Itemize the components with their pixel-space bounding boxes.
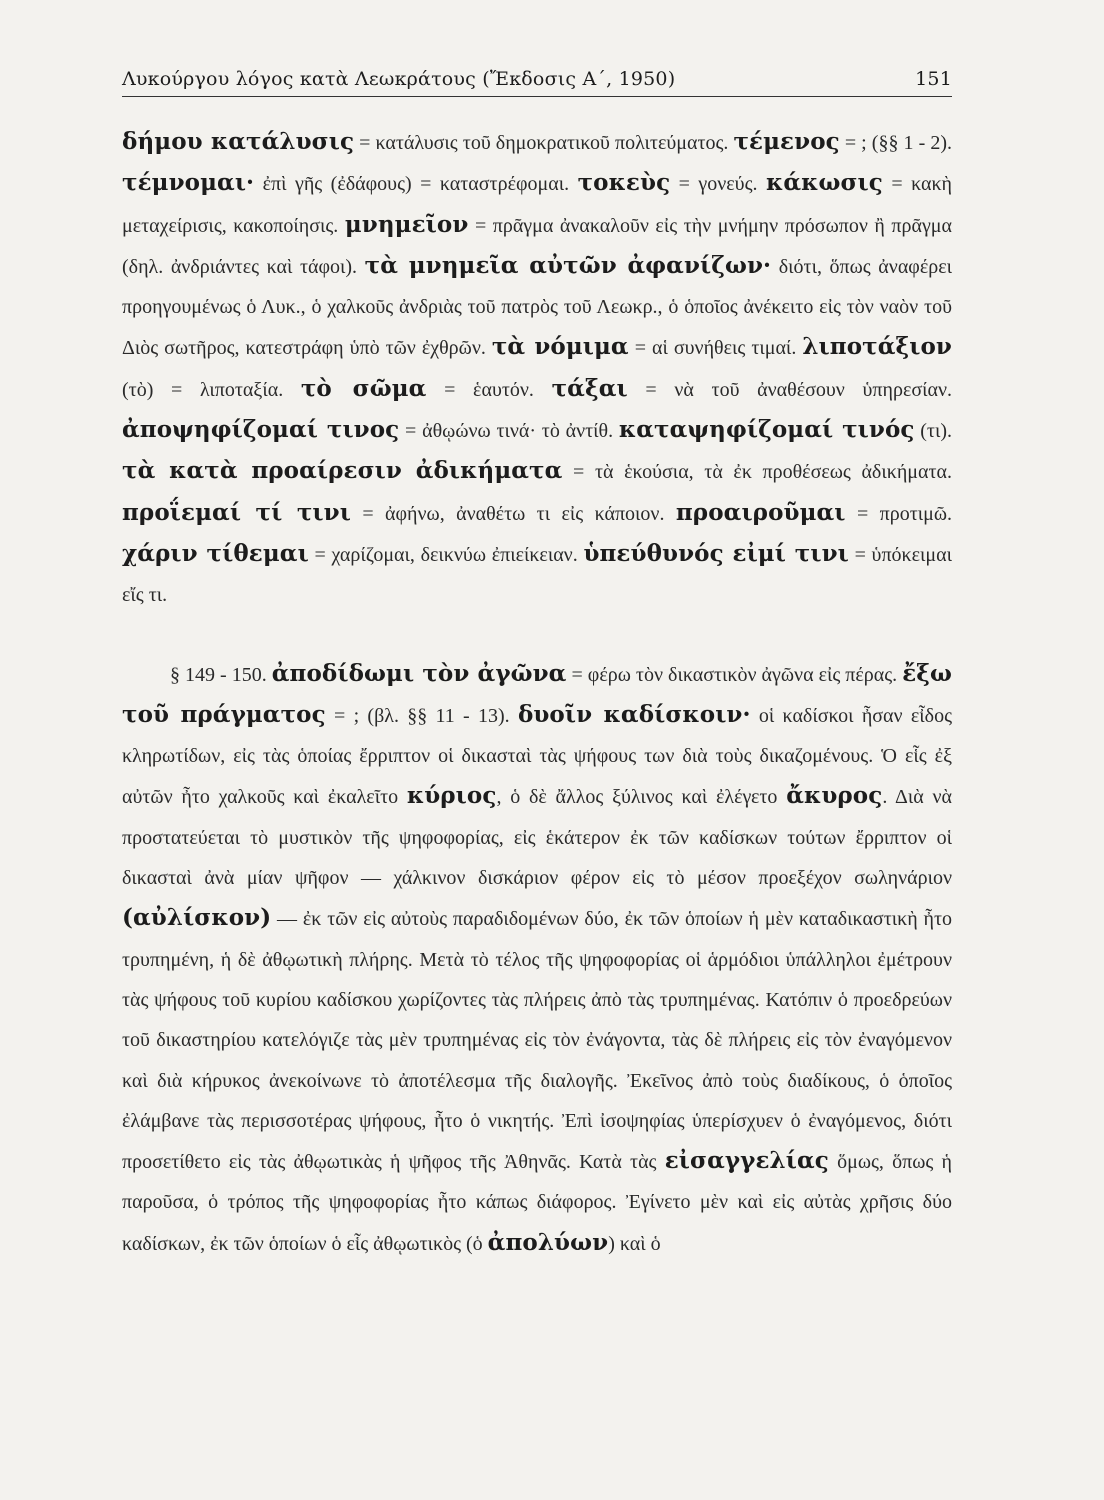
term-headword: καταψηφίζομαί τινός (618, 416, 915, 444)
term-headword: προΐεμαί τί τινι (122, 498, 351, 526)
term-headword: τέμνομαι· (122, 169, 255, 197)
term-headword: εἰσαγγελίας (664, 1147, 829, 1175)
gloss-text: = προτιμῶ. (845, 502, 952, 525)
gloss-text: ἐπὶ γῆς (ἐδάφους) = καταστρέφομαι. (254, 173, 578, 196)
gloss-text: ὅμως, ὅπως ἡ παροῦσα, ὁ τρόπος τῆς ψηφοφορίας ἦτο κάπως διάφορος. Ἐγίνετο μὲν καὶ εἰς αὐτὰς χρῆσις δύο καδίσκων, ἐκ τῶν ὁποίων ὁ εἷς ἀθῳωτικὸς (ὁ (122, 1151, 953, 1255)
term-headword: (αὐλίσκον) (122, 904, 272, 932)
term-headword: κάκωσις (765, 169, 883, 197)
gloss-text: = τὰ ἑκούσια, τὰ ἐκ προθέσεως ἀδικήματα. (562, 461, 952, 484)
term-headword: τὰ μνημεῖα αὐτῶν ἀφανίζων· (364, 251, 772, 279)
term-headword: τὰ κατὰ προαίρεσιν ἀδικήματα (122, 457, 563, 485)
term-headword: τέμενος (733, 128, 840, 155)
gloss-text: , ὁ δὲ ἄλλος ξύλινος καὶ ἐλέγετο (496, 786, 787, 809)
term-headword: ἀποψηφίζομαί τινος (122, 416, 400, 444)
term-headword: ὑπεύθυνός εἰμί τινι (583, 539, 849, 567)
gloss-text: = κακὴ μεταχείρισις, κακοποίησις. (122, 173, 952, 237)
term-headword: προαιροῦμαι (675, 498, 846, 526)
term-headword: μνημεῖον (344, 210, 469, 238)
term-headword: τοκεὺς (577, 169, 671, 197)
gloss-text: = φέρω τὸν δικαστικὸν ἀγῶνα εἰς πέρας. (566, 663, 903, 686)
gloss-text: = χαρίζομαι, δεικνύω ἐπιείκειαν. (308, 543, 584, 566)
gloss-text: . Διὰ νὰ προστατεύεται τὸ μυστικὸν τῆς ψηφοφορίας, εἰς ἑκάτερον ἐκ τῶν καδίσκων τούτων ἔρριπτον οἱ δικασταὶ ἀνὰ μίαν ψῆφον — χάλκινον δισκάριον φέρον εἰς τὸ μέσον προεξέχον σωληνάριον (122, 786, 953, 890)
term-headword: ἄκυρος (786, 782, 883, 810)
gloss-text: = ἀφήνω, ἀναθέτω τι εἰς κάποιον. (350, 502, 676, 525)
term-headword: λιποτάξιον (802, 333, 952, 361)
gloss-text: = πρᾶγμα ἀνακαλοῦν εἰς τὴν μνήμην πρόσωπον ἢ πρᾶγμα (δηλ. ἀνδριάντες καὶ τάφοι). (122, 214, 952, 278)
gloss-text: (τι). (914, 420, 953, 443)
gloss-text: = αἱ συνήθεις τιμαί. (628, 337, 803, 360)
gloss-text: § 149 - 150. (170, 663, 272, 686)
gloss-text: = γονεύς. (670, 173, 766, 196)
gloss-text: (τὸ) = λιποταξία. (122, 378, 301, 401)
term-headword: τάξαι (551, 374, 628, 402)
gloss-text: = ἀθῳώνω τινά· τὸ ἀντίθ. (399, 420, 619, 443)
gloss-text: = ὑπόκειμαι εἴς τι. (122, 543, 952, 607)
gloss-text: — ἐκ τῶν εἰς αὐτοὺς παραδιδομένων δύο, ἐκ τῶν ὁποίων ἡ μὲν καταδικαστικὴ ἦτο τρυπημένη, ἡ δὲ ἀθῳωτικὴ πλήρης. Μετὰ τὸ τέλος τῆς ψηφοφορίας οἱ ἁρμόδιοι ὑπάλληλοι ἐμέτρουν τὰς ψήφους τοῦ κυρίου καδίσκου χωρίζοντες τὰς πλήρεις ἀπὸ τὰς τρυπημένας. Κατόπιν ὁ προεδρεύων τοῦ δικαστηρίου κατελόγιζε τὰς μὲν τρυπημένας εἰς τὸν ἐνάγοντα, τὰς δὲ πλήρεις εἰς τὸν ἐναγόμενον καὶ διὰ κήρυκος ἀνεκοίνωνε τὸ ἀποτέλεσμα τῆς διαλογῆς. Ἐκεῖνος ἀπὸ τοὺς διαδίκους, ὁ ὁποῖος ἐλάμβανε τὰς περισσοτέρας ψήφους, ἦτο ὁ νικητής. Ἐπὶ ἰσοψηφίας ὑπερίσχυεν ὁ ἐναγόμενος, διότι προσετίθετο εἰς τὰς ἀθῳωτικὰς ἡ ψῆφος τῆς Ἀθηνᾶς. Κατὰ τὰς (122, 908, 952, 1174)
gloss-text: = ; (§§ 1 - 2). (839, 132, 952, 154)
term-headword: ἔξω τοῦ πράγματος (122, 659, 952, 728)
term-headword: δυοῖν καδίσκοιν· (517, 700, 751, 728)
term-headword: ἀπολύων (487, 1228, 609, 1256)
page-number: 151 (915, 68, 952, 90)
gloss-text: οἱ καδίσκοι ἦσαν εἶδος κληρωτίδων, εἰς τὰς ὁποίας ἔρριπτον οἱ δικασταὶ τὰς ψήφους των διὰ τοὺς δικαζομένους. Ὁ εἷς ἐξ αὐτῶν ἦτο χαλκοῦς καὶ ἐκαλεῖτο (122, 704, 952, 809)
gloss-text: = ; (βλ. §§ 11 - 13). (325, 704, 518, 727)
gloss-text: = νὰ τοῦ ἀναθέσουν ὑπηρεσίαν. (627, 378, 953, 401)
term-headword: δήμου κατάλυσις (122, 128, 355, 155)
term-headword: κύριος (406, 782, 497, 810)
gloss-text: = κατάλυσις τοῦ δημοκρατικοῦ πολιτεύματος. (354, 132, 734, 154)
page-body (122, 122, 952, 1264)
glossary-paragraph-1 (122, 122, 952, 616)
term-headword: τὰ νόμιμα (491, 333, 629, 361)
gloss-text: ) καὶ ὁ (608, 1232, 661, 1255)
term-headword: ἀποδίδωμι τὸν ἀγῶνα (271, 659, 567, 687)
running-header (122, 68, 952, 97)
term-headword: χάριν τίθεμαι (122, 539, 309, 567)
glossary-paragraph-2 (122, 654, 952, 1264)
gloss-text: διότι, ὅπως ἀναφέρει προηγουμένως ὁ Λυκ., ὁ χαλκοῦς ἀνδριὰς τοῦ πατρὸς τοῦ Λεωκρ., ὁ ὁποῖος ἀνέκειτο εἰς τὸν ναὸν τοῦ Διὸς σωτῆρος, κατεστράφη ὑπὸ τῶν ἐχθρῶν. (122, 255, 953, 360)
term-headword: τὸ σῶμα (300, 374, 427, 402)
running-title: Λυκούργου λόγος κατὰ Λεωκράτους (Ἔκδοσις Α΄, 1950) (122, 68, 676, 90)
gloss-text: = ἑαυτόν. (426, 378, 552, 401)
